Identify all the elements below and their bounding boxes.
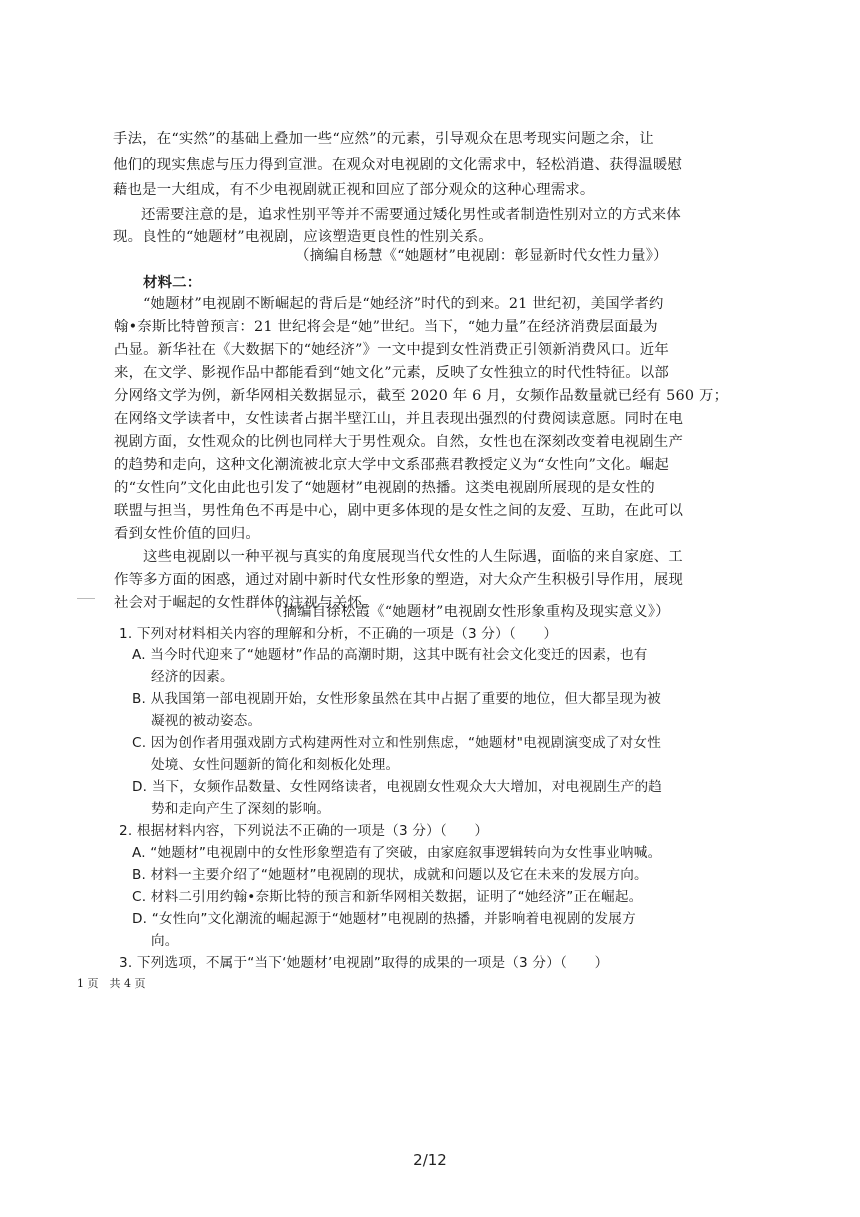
question-option: C. 因为创作者用强戏剧方式构建两性对立和性别焦虑，“她题材"电视剧演变成了对女性 — [132, 735, 662, 751]
question-stem: 1. 下列对材料相关内容的理解和分析，不正确的一项是（3 分）（ ） — [119, 626, 558, 642]
page-footer: 1 页 共 4 页 — [77, 977, 146, 990]
source-citation: （摘编自徐松霞《“她题材”电视剧女性形象重构及现实意义》） — [268, 604, 670, 620]
question-option: A. “她题材”电视剧中的女性形象塑造有了突破，由家庭叙事逻辑转向为女性事业呐喊。 — [132, 845, 662, 861]
paragraph-line: 手法，在“实然”的基础上叠加一些“应然”的元素，引导观众在思考现实问题之余，让 — [113, 131, 654, 147]
paragraph-line: 来，在文学、影视作品中都能看到“她文化”元素，反映了女性独立的时代性特征。以部 — [114, 365, 669, 381]
paragraph-line: 在网络文学读者中，女性读者占据半壁江山，并且表现出强烈的付费阅读意愿。同时在电 — [114, 411, 684, 427]
margin-mark — [77, 598, 95, 599]
paragraph-line: 的“女性向”文化由此也引发了“她题材”电视剧的热播。这类电视剧所展现的是女性的 — [114, 480, 655, 496]
paragraph-line: 的趋势和走向，这种文化潮流被北京大学中文系邵燕君教授定义为“女性向”文化。崛起 — [114, 457, 669, 473]
question-option-cont: 处境、女性问题新的简化和刻板化处理。 — [151, 757, 400, 773]
paragraph-line: “她题材”电视剧不断崛起的背后是“她经济”时代的到来。21 世纪初，美国学者约 — [143, 296, 664, 312]
question-stem: 3. 下列选项，不属于“当下‘她题材’电视剧”取得的成果的一项是（3 分）（ ） — [119, 955, 609, 971]
question-option-cont: 凝视的被动姿态。 — [151, 713, 262, 729]
question-option: B. 材料一主要介绍了“她题材”电视剧的现状，成就和问题以及它在未来的发展方向。 — [132, 867, 648, 883]
question-option-cont: 向。 — [151, 933, 179, 949]
paragraph-line: 这些电视剧以一种平视与真实的角度展现当代女性的人生际遇，面临的来自家庭、工 — [143, 549, 683, 565]
paragraph-line: 凸显。新华社在《大数据下的“她经济”》一文中提到女性消费正引领新消费风口。近年 — [114, 342, 669, 358]
paragraph-line: 视剧方面，女性观众的比例也同样大于男性观众。自然，女性也在深刻改变着电视剧生产 — [114, 434, 684, 450]
paragraph-line: 他们的现实焦虑与压力得到宣泄。在观众对电视剧的文化需求中，轻松消遣、获得温暖慰 — [113, 157, 683, 173]
page-number: 2/12 — [413, 1151, 447, 1169]
paragraph-line: 还需要注意的是，追求性别平等并不需要通过矮化男性或者制造性别对立的方式来体 — [141, 207, 681, 223]
question-option: C. 材料二引用约翰•奈斯比特的预言和新华网相关数据，证明了“她经济”正在崛起。 — [132, 889, 643, 905]
question-stem: 2. 根据材料内容，下列说法不正确的一项是（3 分）（ ） — [119, 823, 489, 839]
paragraph-line: 现。良性的“她题材”电视剧，应该塑造更良性的性别关系。 — [113, 229, 493, 245]
section-heading: 材料二： — [143, 274, 202, 291]
paragraph-line: 看到女性价值的回归。 — [114, 526, 260, 542]
question-option-cont: 经济的因素。 — [151, 669, 234, 685]
question-option: B. 从我国第一部电视剧开始，女性形象虽然在其中占据了重要的地位，但大都呈现为被 — [132, 691, 661, 707]
question-option: A. 当今时代迎来了“她题材”作品的高潮时期，这其中既有社会文化变迁的因素，也有 — [132, 647, 648, 663]
question-option: D. “女性向”文化潮流的崛起源于“她题材”电视剧的热播，并影响着电视剧的发展方 — [132, 911, 636, 927]
paragraph-line: 联盟与担当，男性角色不再是中心，剧中更多体现的是女性之间的友爱、互助，在此可以 — [114, 503, 684, 519]
paragraph-line: 作等多方面的困惑，通过对剧中新时代女性形象的塑造，对大众产生积极引导作用，展现 — [114, 572, 684, 588]
paragraph-line: 社会对于崛起的女性群体的注视与关怀。 — [114, 595, 377, 611]
question-option: D. 当下，女频作品数量、女性网络读者，电视剧女性观众大大增加，对电视剧生产的趋 — [132, 779, 663, 795]
question-option-cont: 势和走向产生了深刻的影响。 — [151, 801, 331, 817]
paragraph-line: 分网络文学为例，新华网相关数据显示，截至 2020 年 6 月，女频作品数量就已经有 560 万； — [114, 388, 729, 404]
paragraph-line: 藉也是一大组成，有不少电视剧就正视和回应了部分观众的这种心理需求。 — [113, 182, 595, 198]
paragraph-line: 翰•奈斯比特曾预言：21 世纪将会是“她”世纪。当下，“她力量”在经济消费层面最为 — [114, 319, 658, 335]
source-citation: （摘编自杨慧《“她题材”电视剧：彰显新时代女性力量》） — [295, 248, 668, 264]
